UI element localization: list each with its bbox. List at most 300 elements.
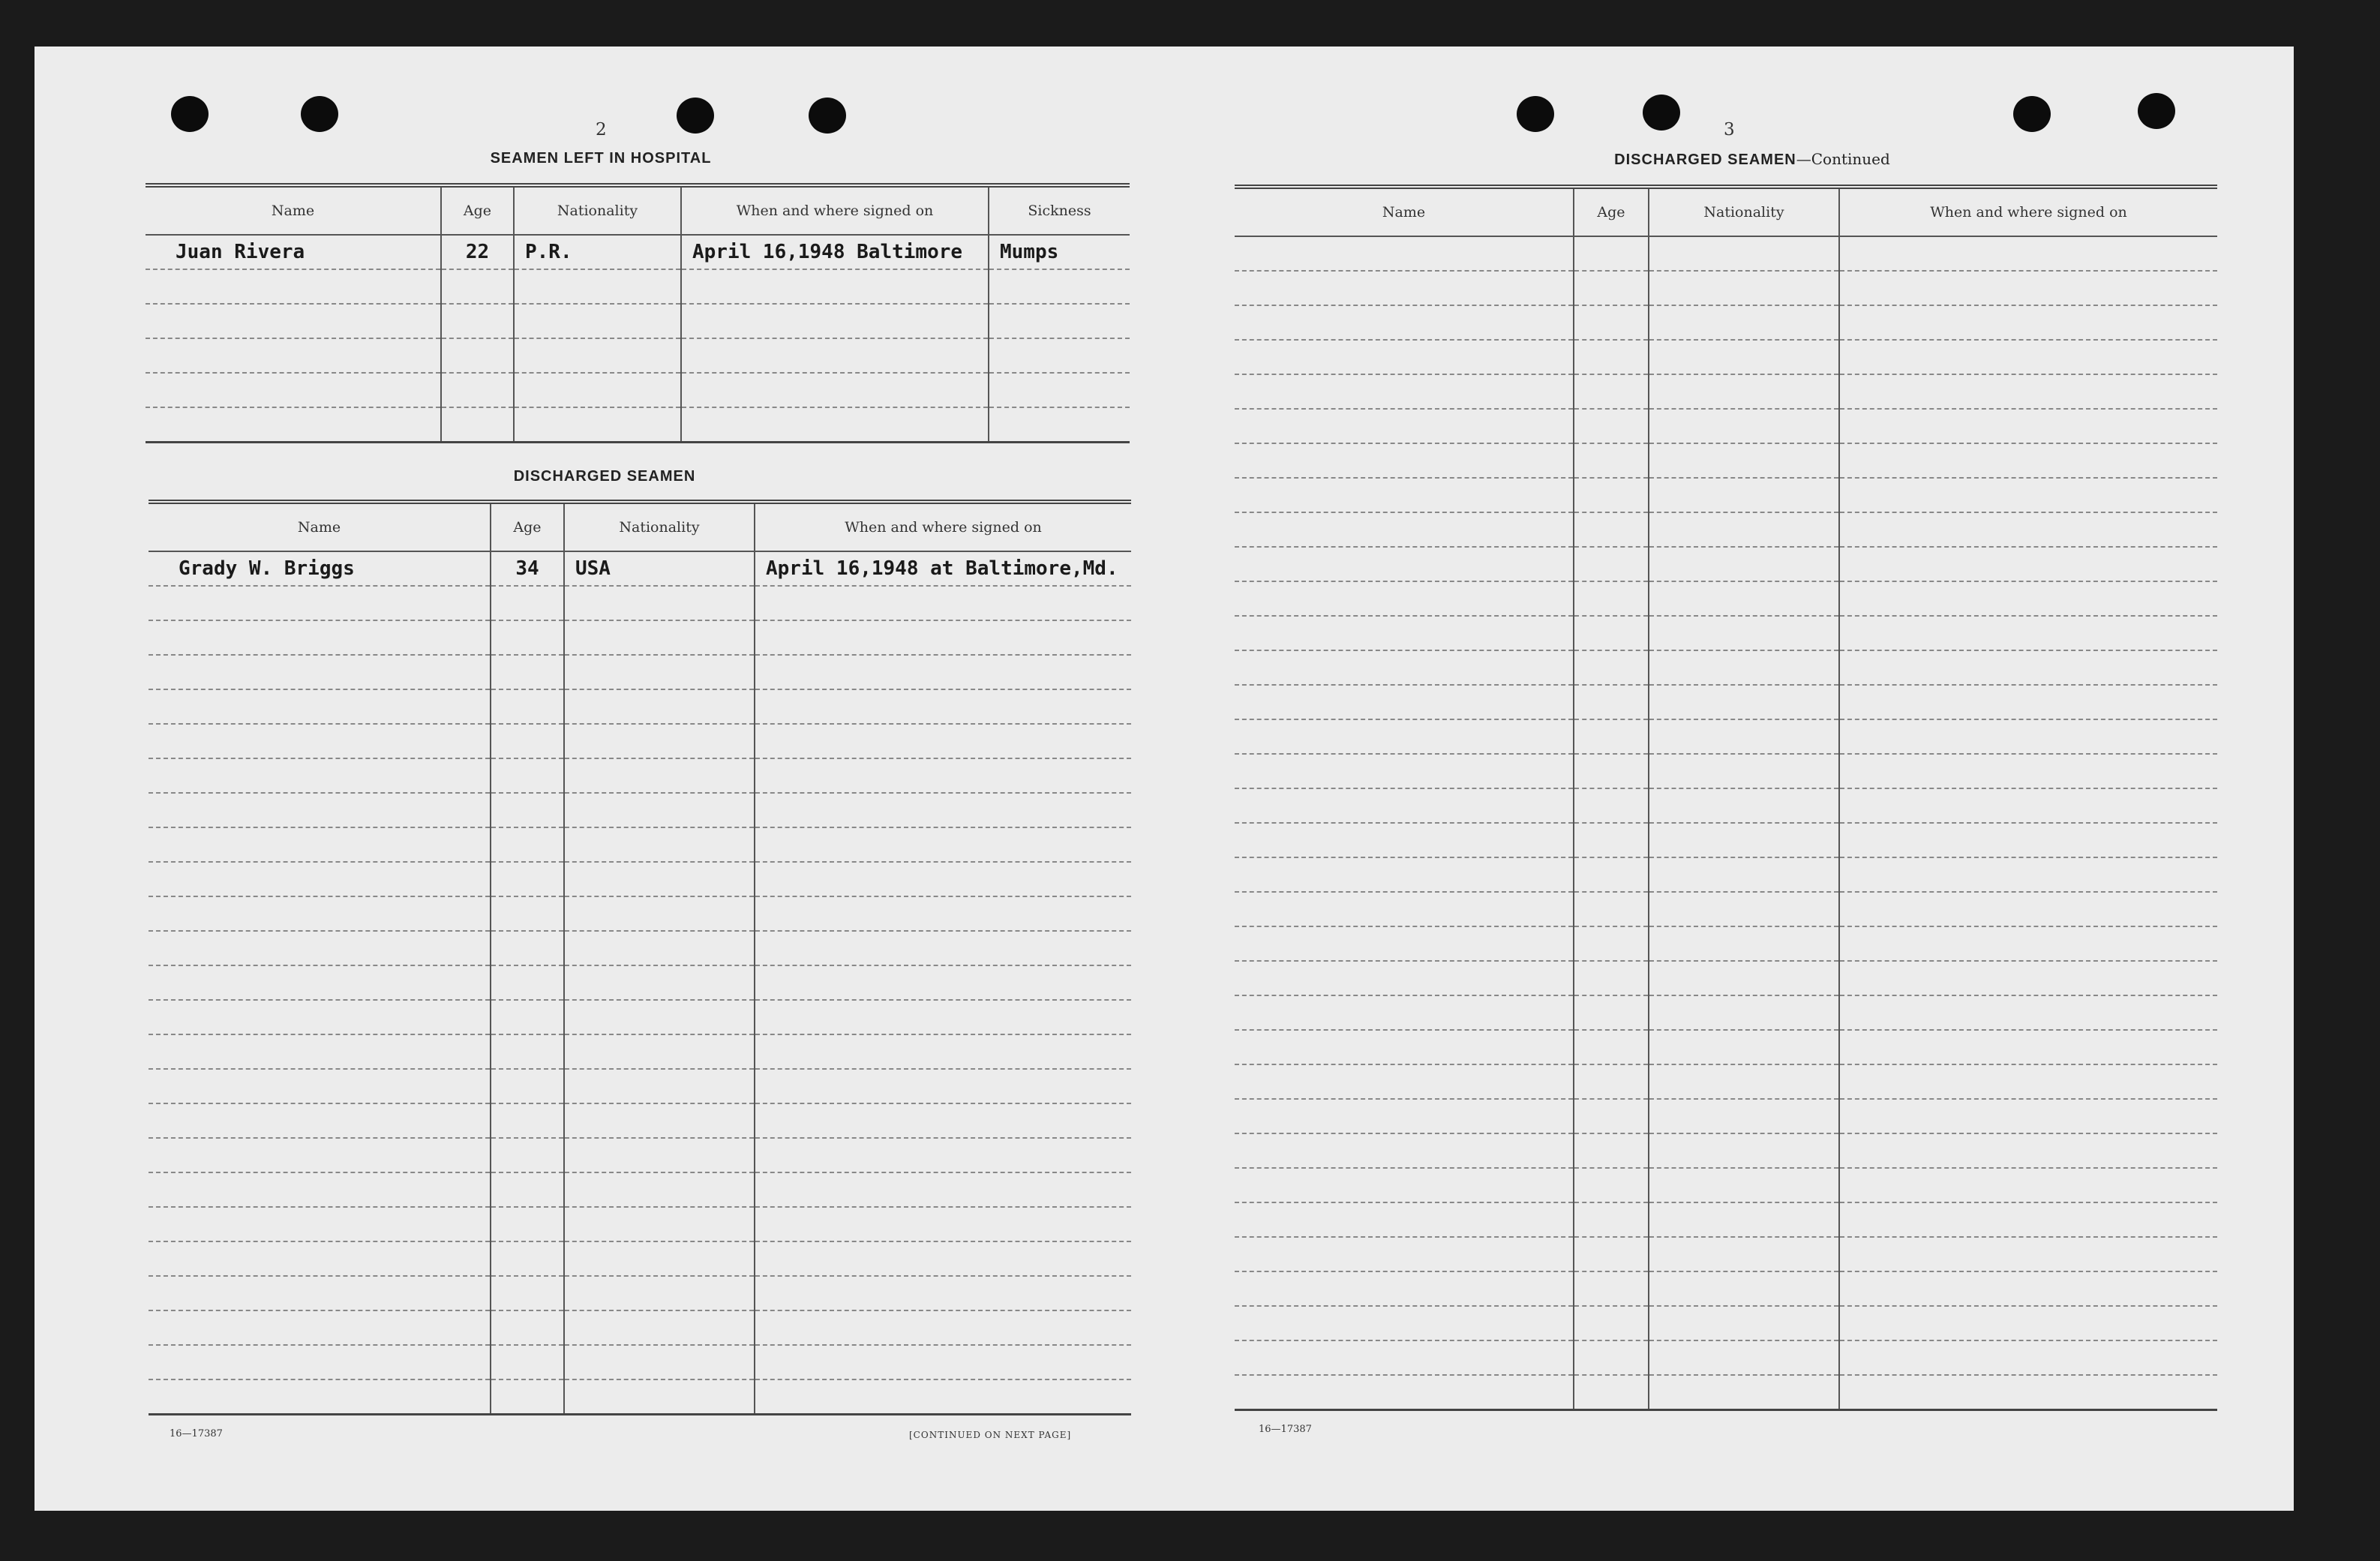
table-row: [149, 1276, 1131, 1310]
table-cell: [1235, 685, 1574, 719]
table-cell: [149, 655, 491, 689]
table-cell: [755, 1276, 1131, 1310]
table-cell: [564, 1000, 755, 1034]
table-cell: [514, 338, 681, 373]
table-cell: [1574, 1133, 1649, 1168]
table-cell: [1649, 1306, 1839, 1340]
table-row: [1235, 892, 2217, 926]
table-cell: [755, 689, 1131, 724]
table-cell: [1839, 892, 2217, 926]
table-cell: [149, 1310, 491, 1345]
table-cell: [491, 1138, 564, 1172]
table-row: [149, 1034, 1131, 1069]
table-cell: [149, 1345, 491, 1379]
table-cell: [989, 407, 1130, 443]
table-cell: [1235, 1099, 1574, 1133]
table-cell: [755, 1310, 1131, 1345]
table-cell: [989, 269, 1130, 304]
table-cell: [1235, 374, 1574, 409]
table-cell: [755, 1000, 1131, 1034]
table-cell: [146, 304, 441, 338]
table-cell: [1649, 754, 1839, 788]
table-row: [1235, 823, 2217, 857]
table-cell: [1235, 719, 1574, 754]
table-cell: [1574, 1202, 1649, 1237]
table-cell: [564, 965, 755, 1000]
table-cell: [149, 689, 491, 724]
table-cell: [491, 1310, 564, 1345]
table-row: [1235, 1099, 2217, 1133]
table-cell: [149, 620, 491, 655]
table-cell: [491, 586, 564, 620]
table-row: [1235, 547, 2217, 581]
table-cell: [755, 827, 1131, 862]
table-cell: [1839, 305, 2217, 340]
table-cell: [755, 586, 1131, 620]
table-cell: [755, 655, 1131, 689]
table-row: [1235, 961, 2217, 995]
table-cell: [491, 1241, 564, 1276]
table-cell: [989, 338, 1130, 373]
table-cell: [1839, 823, 2217, 857]
table-row: [1235, 1133, 2217, 1168]
table-cell: [1235, 961, 1574, 995]
table-cell: [1235, 1064, 1574, 1099]
table-cell: [1574, 547, 1649, 581]
table-row: [1235, 409, 2217, 443]
table-row: [1235, 616, 2217, 650]
table-cell: [1649, 788, 1839, 823]
table-cell: P.R.: [514, 235, 681, 269]
table-cell: [1649, 305, 1839, 340]
table-cell: [149, 1000, 491, 1034]
table-cell: [755, 1138, 1131, 1172]
table-cell: [1839, 650, 2217, 685]
table-cell: [491, 862, 564, 896]
table-cell: [491, 896, 564, 931]
hospital-section-title: SEAMEN LEFT IN HOSPITAL: [490, 150, 712, 167]
table-cell: [1649, 1340, 1839, 1375]
hospital-table: [146, 183, 1130, 443]
table-cell: [1574, 478, 1649, 512]
table-cell: [1649, 995, 1839, 1030]
table-cell: [149, 1034, 491, 1069]
table-cell: [149, 965, 491, 1000]
table-row: [149, 1345, 1131, 1379]
table-cell: [1235, 547, 1574, 581]
table-cell: [564, 1069, 755, 1103]
table-cell: [755, 862, 1131, 896]
table-cell: [491, 1000, 564, 1034]
table-cell: [1649, 892, 1839, 926]
page-number: 3: [1724, 120, 1735, 140]
table-cell: [146, 407, 441, 443]
table-row: [149, 896, 1131, 931]
table-cell: [1235, 892, 1574, 926]
table-row: [1235, 1306, 2217, 1340]
table-row: [149, 862, 1131, 896]
table-cell: [1649, 1271, 1839, 1306]
table-cell: [441, 407, 514, 443]
table-cell: [1235, 1030, 1574, 1064]
table-cell: [1839, 443, 2217, 478]
table-cell: [149, 862, 491, 896]
table-cell: [1649, 857, 1839, 892]
table-row: [1235, 1375, 2217, 1410]
table-cell: [149, 827, 491, 862]
table-cell: [1839, 685, 2217, 719]
table-row: [1235, 1202, 2217, 1237]
discharged-continued-title: [1235, 150, 2270, 169]
table-row: [149, 1379, 1131, 1415]
table-cell: [1235, 443, 1574, 478]
table-cell: [1574, 443, 1649, 478]
table-cell: [491, 689, 564, 724]
table-cell: [1235, 857, 1574, 892]
table-row: [149, 1138, 1131, 1172]
table-cell: [1839, 995, 2217, 1030]
column-header-nationality: Nationality: [564, 502, 755, 551]
discharged-continued-table: [1235, 185, 2217, 1411]
table-cell: [1235, 512, 1574, 547]
table-cell: [755, 724, 1131, 758]
table-cell: [1839, 478, 2217, 512]
table-cell: [146, 269, 441, 304]
table-cell: [1649, 1202, 1839, 1237]
table-cell: [146, 338, 441, 373]
table-cell: [1574, 409, 1649, 443]
table-cell: [1839, 754, 2217, 788]
table-row: [1235, 1237, 2217, 1271]
table-row: [149, 1207, 1131, 1241]
table-cell: [491, 1276, 564, 1310]
table-cell: 34: [491, 551, 564, 586]
table-cell: [1649, 1237, 1839, 1271]
table-row: [146, 235, 1130, 269]
table-row: [146, 304, 1130, 338]
table-cell: [1235, 1271, 1574, 1306]
table-cell: [1839, 1168, 2217, 1202]
table-cell: [1649, 1030, 1839, 1064]
table-row: [149, 1241, 1131, 1276]
table-cell: [1839, 961, 2217, 995]
table-cell: [1574, 685, 1649, 719]
table-cell: [755, 1034, 1131, 1069]
table-cell: [755, 1172, 1131, 1207]
table-row: [149, 1069, 1131, 1103]
table-row: [1235, 443, 2217, 478]
table-row: [1235, 1340, 2217, 1375]
table-cell: [564, 1310, 755, 1345]
table-cell: [1235, 271, 1574, 305]
table-row: [1235, 581, 2217, 616]
table-cell: [1839, 616, 2217, 650]
table-cell: [1574, 1271, 1649, 1306]
table-cell: [1574, 650, 1649, 685]
column-header-age: Age: [441, 185, 514, 235]
table-cell: [1839, 719, 2217, 754]
table-cell: [491, 758, 564, 793]
table-cell: [491, 1379, 564, 1415]
table-cell: [149, 1207, 491, 1241]
table-cell: [564, 1103, 755, 1138]
table-cell: [149, 1138, 491, 1172]
table-cell: [149, 1172, 491, 1207]
table-row: [1235, 1271, 2217, 1306]
table-row: [149, 655, 1131, 689]
table-row: [149, 758, 1131, 793]
table-cell: [755, 1345, 1131, 1379]
table-cell: [1235, 995, 1574, 1030]
table-cell: 22: [441, 235, 514, 269]
table-cell: [491, 620, 564, 655]
column-header-name: Name: [1235, 187, 1574, 236]
table-cell: [1235, 754, 1574, 788]
table-cell: [1574, 995, 1649, 1030]
table-row: [149, 793, 1131, 827]
table-cell: [1574, 616, 1649, 650]
table-row: [149, 620, 1131, 655]
table-row: [1235, 1064, 2217, 1099]
table-cell: [564, 586, 755, 620]
table-cell: [564, 655, 755, 689]
table-cell: [1574, 823, 1649, 857]
table-cell: Mumps: [989, 235, 1130, 269]
table-cell: [149, 1241, 491, 1276]
table-cell: [1235, 409, 1574, 443]
table-cell: [564, 1241, 755, 1276]
table-cell: [1235, 823, 1574, 857]
table-row: [149, 724, 1131, 758]
table-cell: [1839, 1202, 2217, 1237]
table-cell: [491, 965, 564, 1000]
form-number: 16—17387: [170, 1428, 223, 1439]
table-cell: [149, 1379, 491, 1415]
table-row: [1235, 512, 2217, 547]
table-cell: [1649, 443, 1839, 478]
table-row: [146, 269, 1130, 304]
table-cell: [755, 793, 1131, 827]
table-row: [1235, 236, 2217, 271]
table-cell: [755, 896, 1131, 931]
table-cell: [149, 586, 491, 620]
discharged-section-title: DISCHARGED SEAMEN: [513, 468, 696, 485]
table-row: [1235, 788, 2217, 823]
table-cell: [1839, 236, 2217, 271]
table-cell: [1649, 650, 1839, 685]
table-cell: [1649, 1375, 1839, 1410]
table-cell: [514, 407, 681, 443]
table-cell: [1574, 719, 1649, 754]
table-cell: [149, 758, 491, 793]
table-row: [149, 689, 1131, 724]
table-cell: [1649, 271, 1839, 305]
table-cell: [149, 896, 491, 931]
table-row: [149, 827, 1131, 862]
discharged-table: [149, 500, 1131, 1415]
table-cell: [564, 689, 755, 724]
table-cell: [1574, 305, 1649, 340]
table-cell: [681, 373, 989, 407]
table-cell: [1839, 340, 2217, 374]
column-header-nationality: Nationality: [514, 185, 681, 235]
column-header-when-and-where-signed-on: When and where signed on: [681, 185, 989, 235]
column-header-age: Age: [491, 502, 564, 551]
table-row: [1235, 857, 2217, 892]
table-cell: [514, 373, 681, 407]
table-cell: Grady W. Briggs: [149, 551, 491, 586]
table-cell: [1649, 409, 1839, 443]
table-cell: [1574, 1030, 1649, 1064]
table-row: [1235, 271, 2217, 305]
table-cell: [1574, 961, 1649, 995]
table-cell: April 16,1948 at Baltimore,Md.: [755, 551, 1131, 586]
table-cell: [1839, 1237, 2217, 1271]
table-cell: [441, 304, 514, 338]
section-title-main: DISCHARGED SEAMEN: [1614, 152, 1796, 168]
table-row: [146, 338, 1130, 373]
table-cell: [989, 304, 1130, 338]
table-cell: [1649, 719, 1839, 754]
table-cell: [1839, 788, 2217, 823]
table-row: [1235, 685, 2217, 719]
table-cell: [1574, 892, 1649, 926]
table-cell: Juan Rivera: [146, 235, 441, 269]
table-cell: [514, 269, 681, 304]
table-row: [1235, 1030, 2217, 1064]
table-row: [1235, 650, 2217, 685]
right-page: [1235, 47, 2270, 1511]
table-cell: [1574, 1375, 1649, 1410]
table-cell: [1839, 547, 2217, 581]
table-cell: [1574, 1237, 1649, 1271]
table-cell: [491, 793, 564, 827]
table-cell: [1839, 1064, 2217, 1099]
table-cell: [1235, 1202, 1574, 1237]
table-cell: [755, 1241, 1131, 1276]
table-row: [149, 965, 1131, 1000]
column-header-when-and-where-signed-on: When and where signed on: [1839, 187, 2217, 236]
table-cell: [1649, 616, 1839, 650]
table-cell: [755, 758, 1131, 793]
table-cell: [1235, 305, 1574, 340]
table-cell: [149, 793, 491, 827]
table-cell: [1574, 1168, 1649, 1202]
table-cell: [1649, 374, 1839, 409]
column-header-age: Age: [1574, 187, 1649, 236]
table-cell: [564, 758, 755, 793]
table-cell: [149, 1069, 491, 1103]
table-cell: [491, 1034, 564, 1069]
table-cell: [441, 338, 514, 373]
table-cell: [514, 304, 681, 338]
table-cell: [755, 965, 1131, 1000]
table-cell: [1574, 512, 1649, 547]
table-cell: [491, 1069, 564, 1103]
table-cell: [1839, 1340, 2217, 1375]
table-cell: [1649, 961, 1839, 995]
table-cell: [1235, 1133, 1574, 1168]
table-cell: [564, 1034, 755, 1069]
table-cell: [1235, 1375, 1574, 1410]
table-cell: [1839, 1375, 2217, 1410]
table-cell: [1839, 1099, 2217, 1133]
table-cell: [149, 1276, 491, 1310]
table-cell: [1839, 1030, 2217, 1064]
table-cell: [755, 1069, 1131, 1103]
table-row: [1235, 340, 2217, 374]
table-cell: [1649, 236, 1839, 271]
table-cell: [755, 1103, 1131, 1138]
table-cell: [989, 373, 1130, 407]
table-cell: [1839, 857, 2217, 892]
section-title-suffix: —Continued: [1796, 150, 1890, 168]
table-cell: [755, 1207, 1131, 1241]
table-row: [1235, 995, 2217, 1030]
table-cell: [1574, 374, 1649, 409]
table-cell: [149, 931, 491, 965]
table-row: [149, 551, 1131, 586]
table-cell: [491, 1103, 564, 1138]
table-cell: [1235, 236, 1574, 271]
table-cell: [1235, 1306, 1574, 1340]
table-cell: USA: [564, 551, 755, 586]
page-number: 2: [596, 120, 607, 140]
table-cell: [1235, 581, 1574, 616]
table-cell: [491, 1207, 564, 1241]
table-cell: [1649, 1064, 1839, 1099]
table-cell: [1235, 788, 1574, 823]
table-cell: [146, 373, 441, 407]
table-cell: [564, 931, 755, 965]
table-cell: [1574, 1099, 1649, 1133]
table-cell: [755, 931, 1131, 965]
table-row: [1235, 754, 2217, 788]
table-cell: [1649, 340, 1839, 374]
table-cell: [564, 827, 755, 862]
table-cell: [1839, 409, 2217, 443]
table-cell: [491, 655, 564, 689]
table-cell: [564, 1138, 755, 1172]
table-row: [146, 373, 1130, 407]
table-cell: [1839, 271, 2217, 305]
table-cell: [1839, 1306, 2217, 1340]
table-cell: [1235, 650, 1574, 685]
table-cell: [1235, 1237, 1574, 1271]
table-cell: [1574, 271, 1649, 305]
table-cell: [1649, 1099, 1839, 1133]
form-number: 16—17387: [1259, 1424, 1312, 1435]
column-header-when-and-where-signed-on: When and where signed on: [755, 502, 1131, 551]
table-cell: [681, 269, 989, 304]
table-cell: [1649, 685, 1839, 719]
table-cell: [681, 304, 989, 338]
table-cell: [1649, 926, 1839, 961]
table-cell: [755, 620, 1131, 655]
table-cell: [564, 862, 755, 896]
table-cell: [1574, 754, 1649, 788]
ledger-paper: [35, 47, 2294, 1511]
column-header-sickness: Sickness: [989, 185, 1130, 235]
table-cell: [149, 1103, 491, 1138]
table-cell: [564, 896, 755, 931]
table-cell: [564, 793, 755, 827]
table-cell: [564, 1276, 755, 1310]
table-cell: [1839, 581, 2217, 616]
table-row: [1235, 374, 2217, 409]
table-cell: [564, 1345, 755, 1379]
table-cell: [1649, 547, 1839, 581]
